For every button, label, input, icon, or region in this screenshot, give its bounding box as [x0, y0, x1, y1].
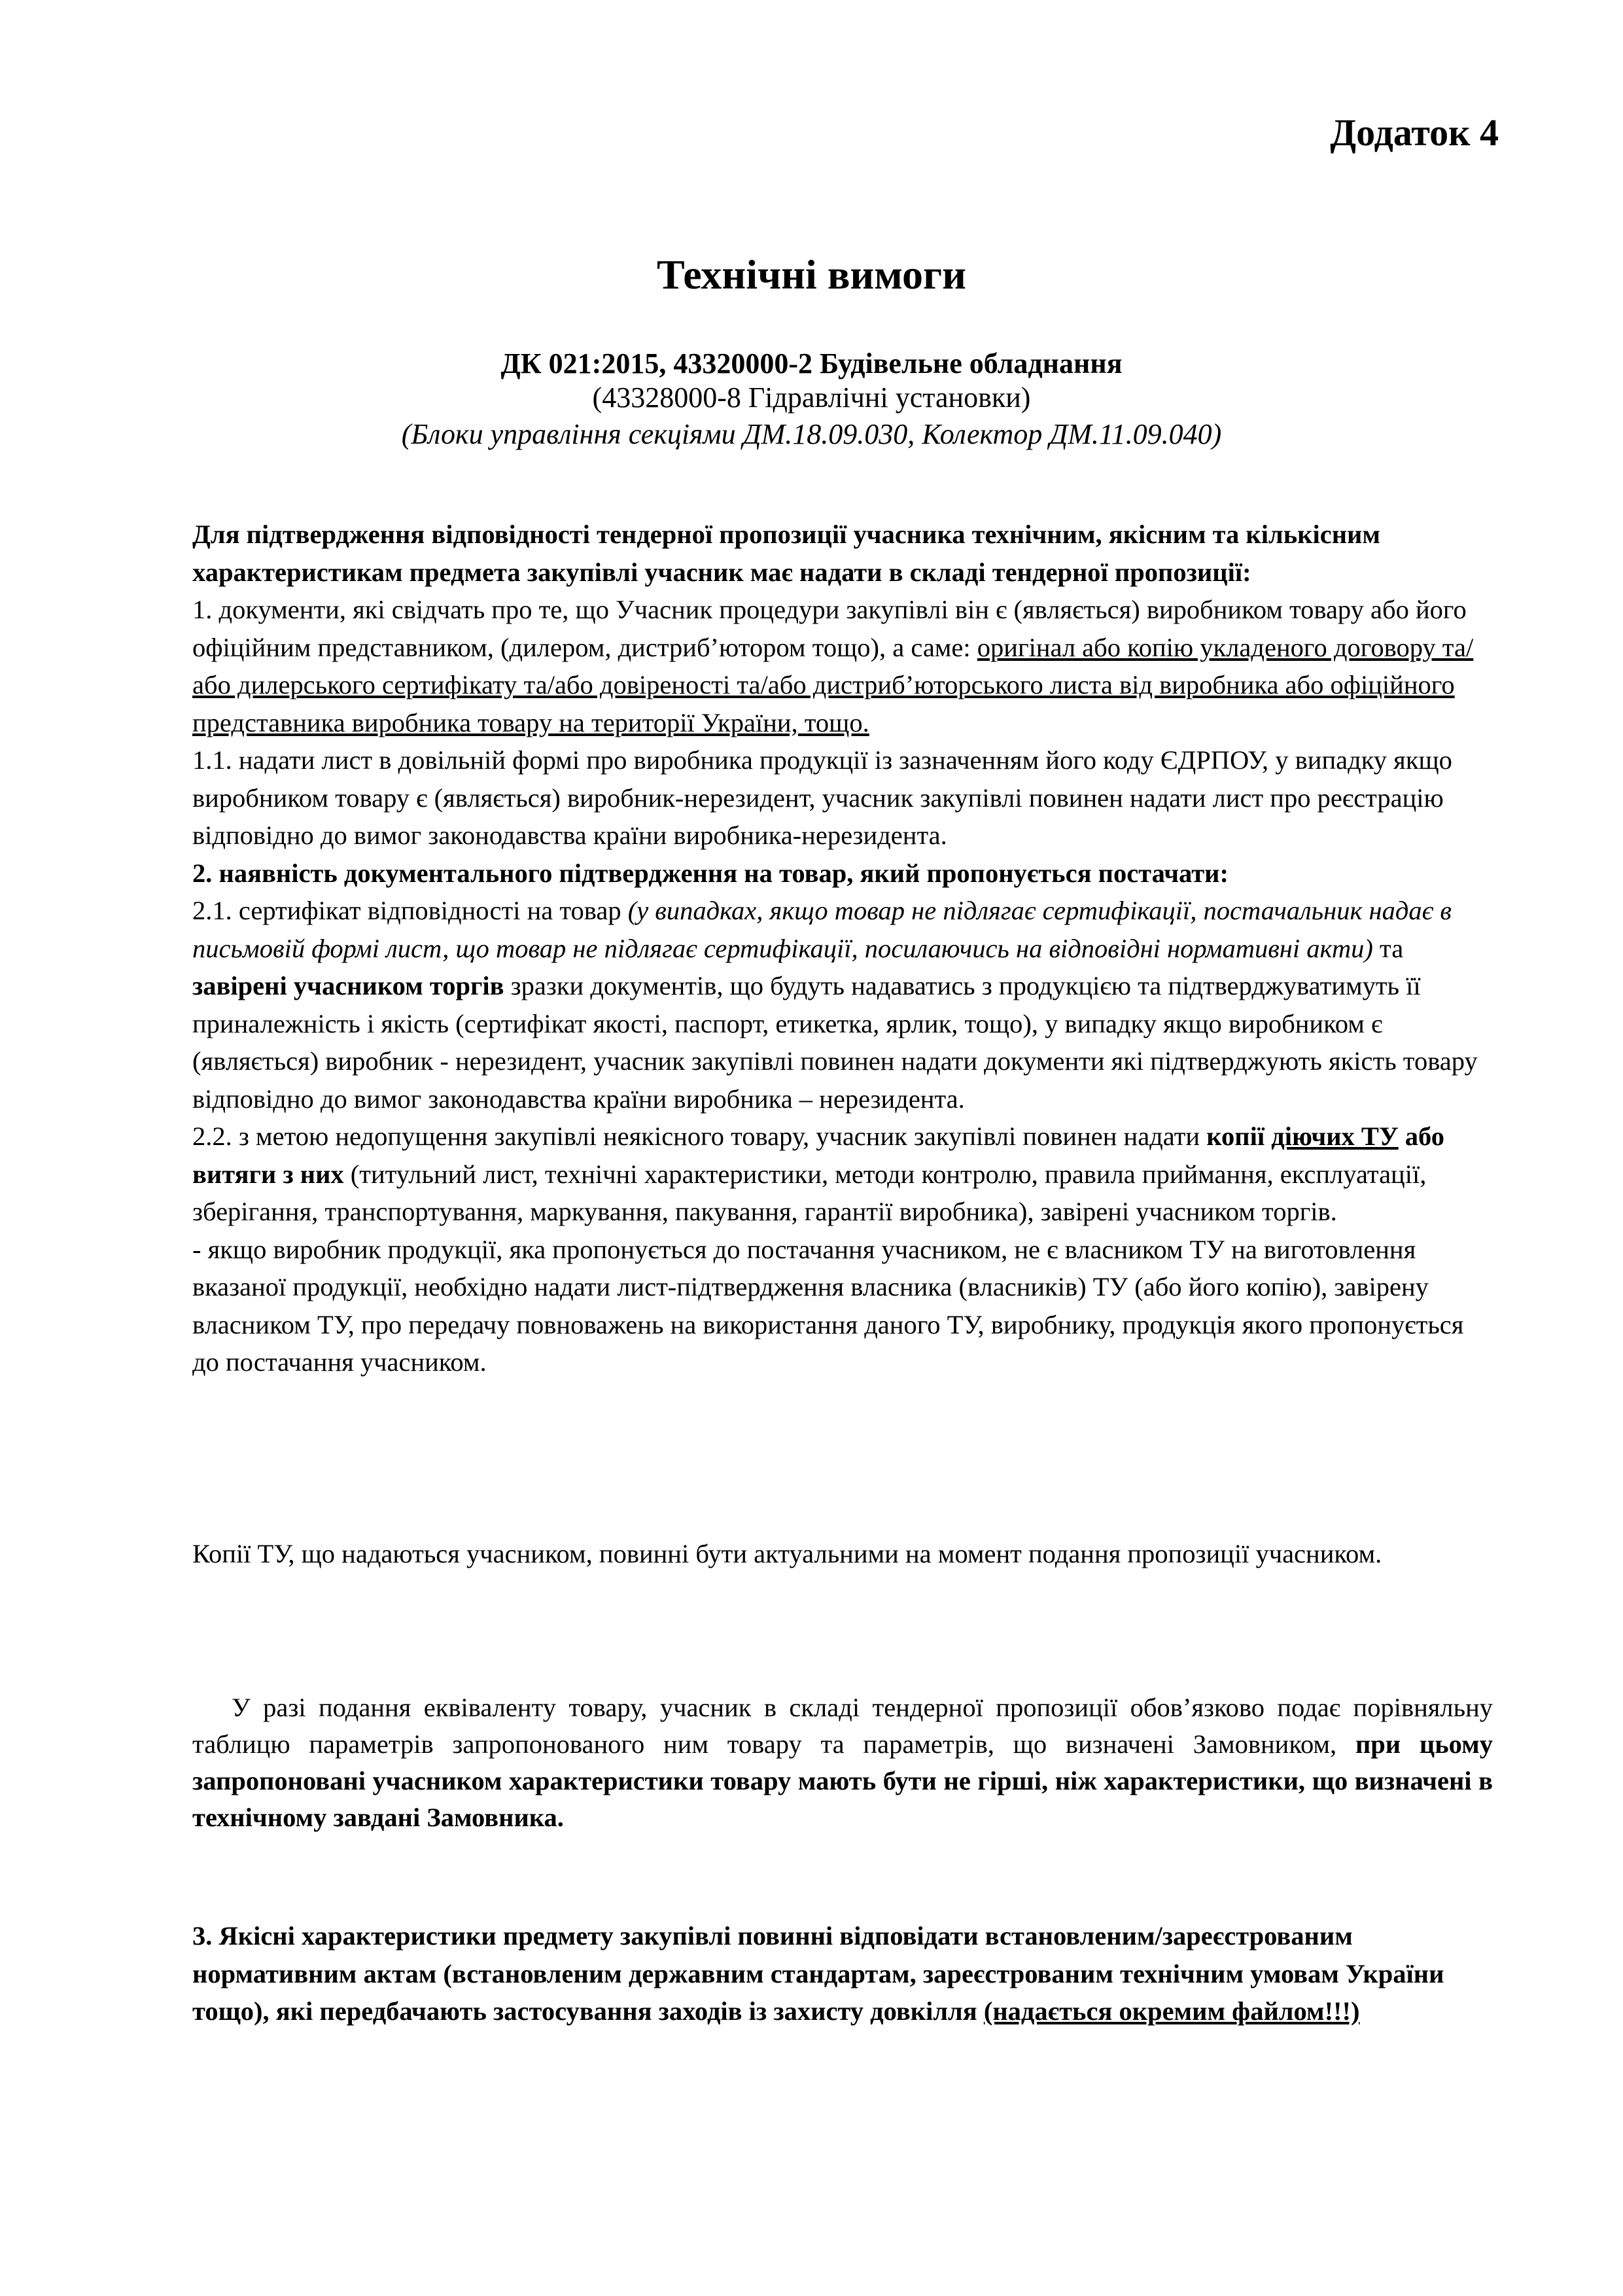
item-1-text: 1. документи, які свідчать про те, що Учасник процедури закупівлі він є (являється) виробником товару або його офіційним представником, (дилером, дистриб’ютором тощо), а саме: — [192, 595, 1467, 662]
copies-note: Копії ТУ, що надаються учасником, повинні бути актуальними на момент подання пропозиції учасником. — [192, 1539, 1382, 1568]
item-2-1-connector: та — [1372, 933, 1404, 963]
item-2-1-lead: 2.1. сертифікат відповідності на товар — [192, 896, 628, 925]
item-2-heading: 2. наявність документального підтвердження на товар, який пропонується постачати: — [192, 858, 1229, 888]
item-2-2-active-tu: діючих ТУ — [1271, 1122, 1399, 1151]
item-2-2-lead: 2.2. з метою недопущення закупівлі неякісного товару, учасник закупівлі повинен надати — [192, 1122, 1207, 1151]
appendix-label: Додаток 4 — [1330, 111, 1499, 154]
copies-note-section — [192, 1535, 1493, 1573]
item-1 — [192, 591, 1493, 741]
item-1-1: 1.1. надати лист в довільній формі про виробника продукції із зазначенням його коду ЄДРПОУ, у випадку якщо виробником товару є (являється) виробник-нерезидент, учасник закупівлі повинен надати лист про реєстрацію відповідно до вимог законодавства країни виробника-нерезидента. — [192, 745, 1452, 850]
page-title: Технічні вимоги — [657, 251, 966, 298]
equivalent-section — [192, 1689, 1493, 1836]
code-line: ДК 021:2015, 43320000-2 Будівельне обладнання — [500, 347, 1123, 380]
item-2-2-rest: (титульний лист, технічні характеристики, методи контролю, правила приймання, експлуатації, зберігання, транспортування, маркування, пакування, гарантії виробника), завірені учасником торгів. — [192, 1159, 1427, 1226]
intro-lead: Для підтвердження відповідності тендерної пропозиції учасника технічним, якісним та кількісним характеристикам предмета закупівлі учасник має надати в складі тендерної пропозиції: — [192, 520, 1380, 587]
item-2-1 — [192, 892, 1493, 1118]
item-2-2-bold-extracts: або витяги з них — [192, 1122, 1445, 1189]
equivalent-bold: при цьому запропоновані учасником характеристики товару мають бути не гірші, ніж характеристики, що визначені в технічному завдані Замовника. — [192, 1729, 1493, 1832]
sub-code-line: (43328000-8 Гідравлічні установки) — [592, 381, 1031, 414]
item-2-1-italic: (у випадках, якщо товар не підлягає сертифікації, постачальник надає в письмовій формі лист, що товар не підлягає сертифікації, посилаючись на відповідні нормативні акти) — [192, 896, 1452, 963]
requirements-section — [192, 516, 1493, 1381]
equivalent-paragraph — [192, 1689, 1493, 1836]
item-1-underlined: оригінал або копію укладеного договору та/або дилерського сертифікату та/або довіреності та/або дистриб’юторського листа від виробника або офіційного представника виробника товару на території України, тощо. — [192, 632, 1474, 737]
quality-section — [192, 1917, 1493, 2030]
item-2-2 — [192, 1118, 1493, 1231]
quality-paragraph — [192, 1917, 1493, 2030]
item-2-1-bold: завірені учасником торгів — [192, 971, 504, 1000]
dash-item: - якщо виробник продукції, яка пропонується до постачання учасником, не є власником ТУ на виготовлення вказаної продукції, необхідно надати лист-підтвердження власника (власників) ТУ (або його копію), завірену власником ТУ, про передачу повноважень на використання даного ТУ, виробнику, продукція якого пропонується до постачання учасником. — [192, 1234, 1464, 1377]
item-2-2-space — [1265, 1122, 1271, 1151]
quality-separate-file: (надається окремим файлом!!!) — [983, 1996, 1360, 2026]
quality-text: 3. Якісні характеристики предмету закупівлі повинні відповідати встановленим/зареєстрованим нормативним актам (встановленим державним стандартам, зареєстрованим технічним умовам України тощо), які передбачають застосування заходів із захисту довкілля — [192, 1921, 1444, 2026]
item-2-2-bold-copies: копії — [1206, 1122, 1265, 1151]
item-2-1-rest: зразки документів, що будуть надаватись з продукцією та підтверджуватимуть її приналежність і якість (сертифікат якості, паспорт, етикетка, ярлик, тощо), у випадку якщо виробником є (являється) виробник - нерезидент, учасник закупівлі повинен надати документи які підтверджують якість товару відповідно до вимог законодавства країни виробника – нерезидента. — [192, 971, 1478, 1114]
items-line: (Блоки управління секціями ДМ.18.09.030, Колектор ДМ.11.09.040) — [401, 418, 1222, 450]
equivalent-text: У разі подання еквіваленту товару, учасник в складі тендерної пропозиції обов’язково подає порівняльну таблицю параметрів запропонованого ним товару та параметрів, що визначені Замовником, — [192, 1693, 1493, 1759]
